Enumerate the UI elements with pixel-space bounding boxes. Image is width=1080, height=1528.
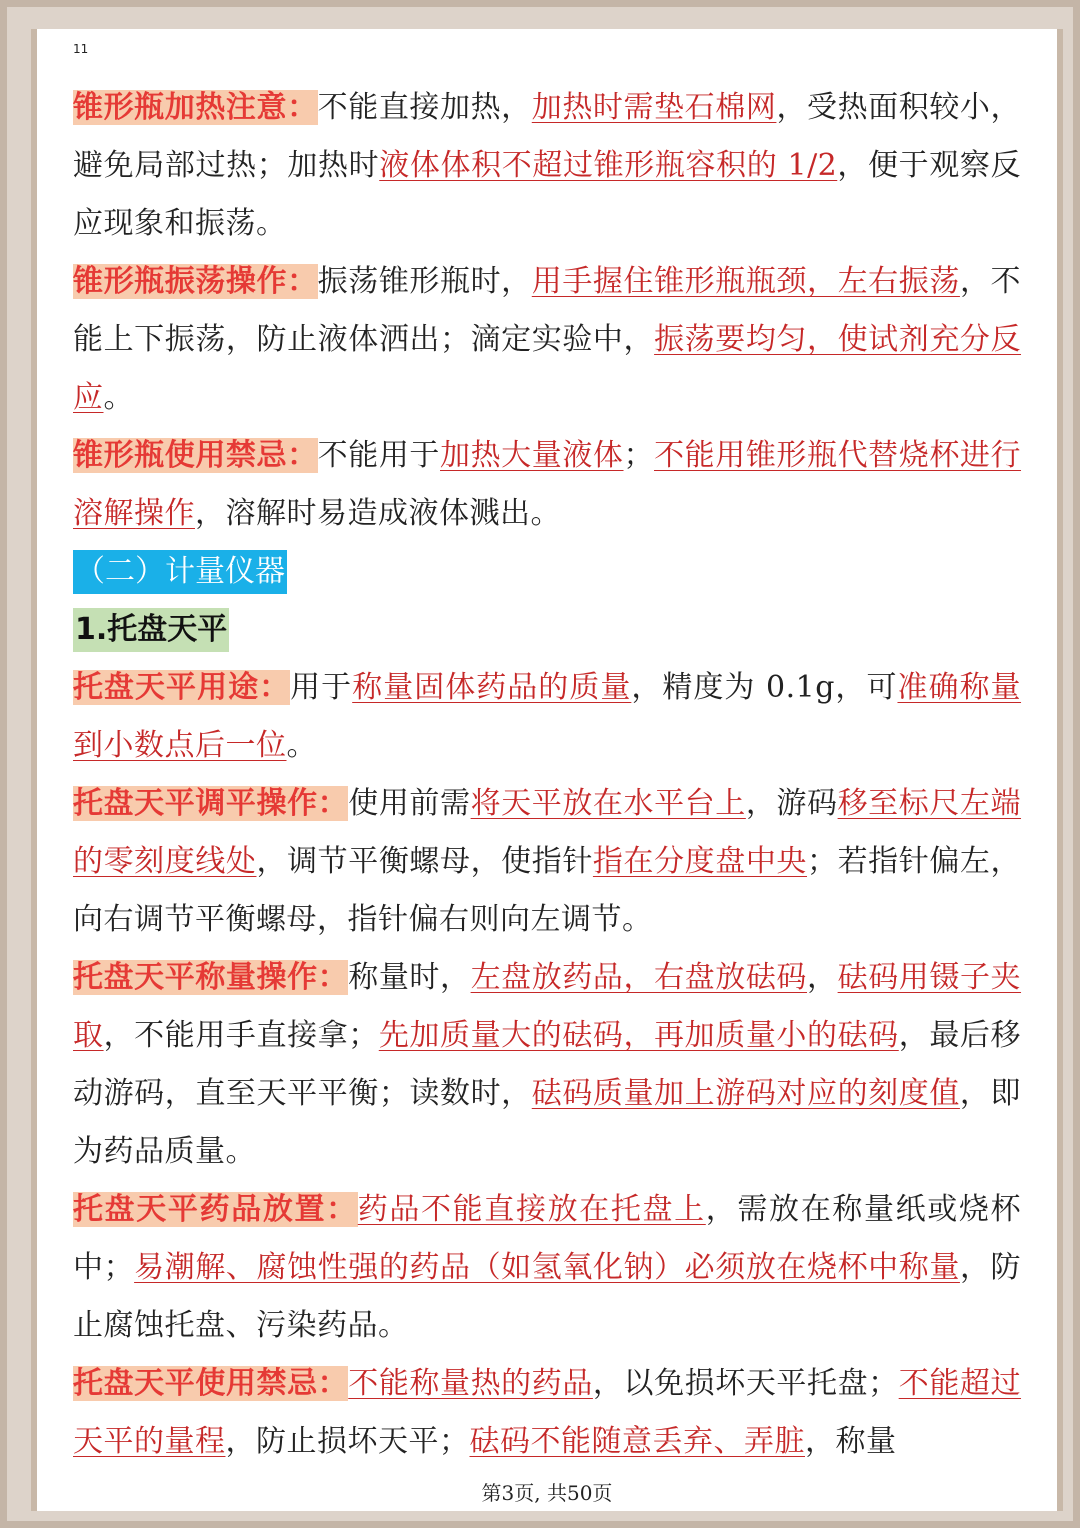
body-text: 。 — [103, 380, 134, 415]
key-point: 加热时需垫石棉网 — [531, 90, 777, 125]
key-point: 先加质量大的砝码，再加质量小的砝码 — [378, 1018, 899, 1053]
body-text: 。 — [286, 728, 317, 763]
body-text: 用于 — [290, 670, 353, 705]
term-label: 托盘天平药品放置： — [73, 1192, 358, 1227]
body-text: ，不能用手直接拿； — [103, 1018, 379, 1053]
paragraph — [73, 659, 1021, 775]
body-text: ，称量 — [805, 1424, 897, 1459]
key-point: 左盘放药品，右盘放砝码 — [470, 960, 808, 995]
document-page — [31, 29, 1063, 1511]
body-text: ；若指针偏左，向右调节平衡螺母，指针偏右则向左调节。 — [73, 844, 1022, 937]
body-text: ，游码 — [745, 786, 838, 821]
section-heading: （二）计量仪器 — [73, 550, 287, 594]
key-point: 称量固体药品的质量 — [352, 670, 632, 705]
paragraph — [73, 253, 1021, 427]
paragraph — [73, 775, 1021, 949]
page-frame — [7, 7, 1073, 1521]
body-text: 振荡锥形瓶时， — [317, 264, 532, 299]
body-text: 不能直接加热， — [317, 90, 532, 125]
body-text: ，便于观察反应现象和振荡。 — [73, 148, 1021, 241]
body-text: 不能用于 — [317, 438, 441, 473]
body-text: 使用前需 — [348, 786, 471, 821]
term-label: 锥形瓶振荡操作： — [73, 264, 318, 299]
document-content — [73, 79, 1021, 1471]
key-point: 砝码不能随意丢弃、弄脏 — [469, 1424, 805, 1459]
key-point: 准确称量到小数点后一位 — [73, 670, 1022, 763]
term-label: 托盘天平使用禁忌： — [73, 1366, 349, 1401]
body-text: ， — [807, 960, 838, 995]
paragraph — [73, 1355, 1021, 1471]
body-text: ，最后移动游码，直至天平平衡；读数时， — [73, 1018, 1022, 1111]
body-text: ，需放在称量纸或烧杯中； — [73, 1192, 1022, 1285]
paragraph — [73, 427, 1021, 543]
key-point: 用手握住锥形瓶瓶颈，左右振荡 — [531, 264, 960, 299]
key-point: 砝码用镊子夹取 — [73, 960, 1022, 1053]
term-label: 锥形瓶加热注意： — [73, 90, 318, 125]
key-point: 振荡要均匀，使试剂充分反应 — [73, 322, 1022, 415]
term-label: 托盘天平称量操作： — [73, 960, 349, 995]
key-point: 指在分度盘中央 — [592, 844, 808, 879]
body-text: ，即为药品质量。 — [73, 1076, 1022, 1169]
term-label: 锥形瓶使用禁忌： — [73, 438, 318, 473]
term-label: 托盘天平用途： — [73, 670, 291, 705]
key-point: 不能超过天平的量程 — [73, 1366, 1022, 1459]
body-text: ，防止损坏天平； — [225, 1424, 470, 1459]
subsection-heading-row — [73, 601, 1021, 659]
page-number: 11 — [73, 42, 89, 56]
key-point: 砝码质量加上游码对应的刻度值 — [531, 1076, 960, 1111]
body-text: ，以免损坏天平托盘； — [592, 1366, 899, 1401]
key-point: 移至标尺左端的零刻度线处 — [73, 786, 1022, 879]
key-point: 药品不能直接放在托盘上 — [357, 1192, 706, 1227]
key-point: 不能称量热的药品 — [348, 1366, 593, 1401]
key-point: 不能用锥形瓶代替烧杯进行溶解操作 — [73, 438, 1022, 531]
key-point: 将天平放在水平台上 — [470, 786, 746, 821]
body-text: ，受热面积较小，避免局部过热；加热时 — [73, 90, 1022, 183]
key-point: 易潮解、腐蚀性强的药品（如氢氧化钠）必须放在烧杯中称量 — [134, 1250, 960, 1285]
body-text: ，精度为 0.1g，可 — [631, 670, 898, 705]
page-footer: 第3页, 共50页 — [481, 1481, 613, 1505]
section-heading-row — [73, 543, 1021, 601]
body-text: 称量时， — [348, 960, 471, 995]
key-point: 液体体积不超过锥形瓶容积的 1/2 — [379, 148, 838, 183]
body-text: ，溶解时易造成液体溅出。 — [195, 496, 561, 531]
key-point: 加热大量液体 — [440, 438, 624, 473]
term-label: 托盘天平调平操作： — [73, 786, 349, 821]
paragraph — [73, 949, 1021, 1181]
body-text: ，防止腐蚀托盘、污染药品。 — [73, 1250, 1022, 1343]
paragraph — [73, 79, 1021, 253]
body-text: ； — [623, 438, 655, 473]
body-text: ，调节平衡螺母，使指针 — [256, 844, 593, 879]
paragraph — [73, 1181, 1021, 1355]
subsection-heading: 1.托盘天平 — [73, 608, 229, 652]
body-text: ，不能上下振荡，防止液体洒出；滴定实验中， — [73, 264, 1022, 357]
